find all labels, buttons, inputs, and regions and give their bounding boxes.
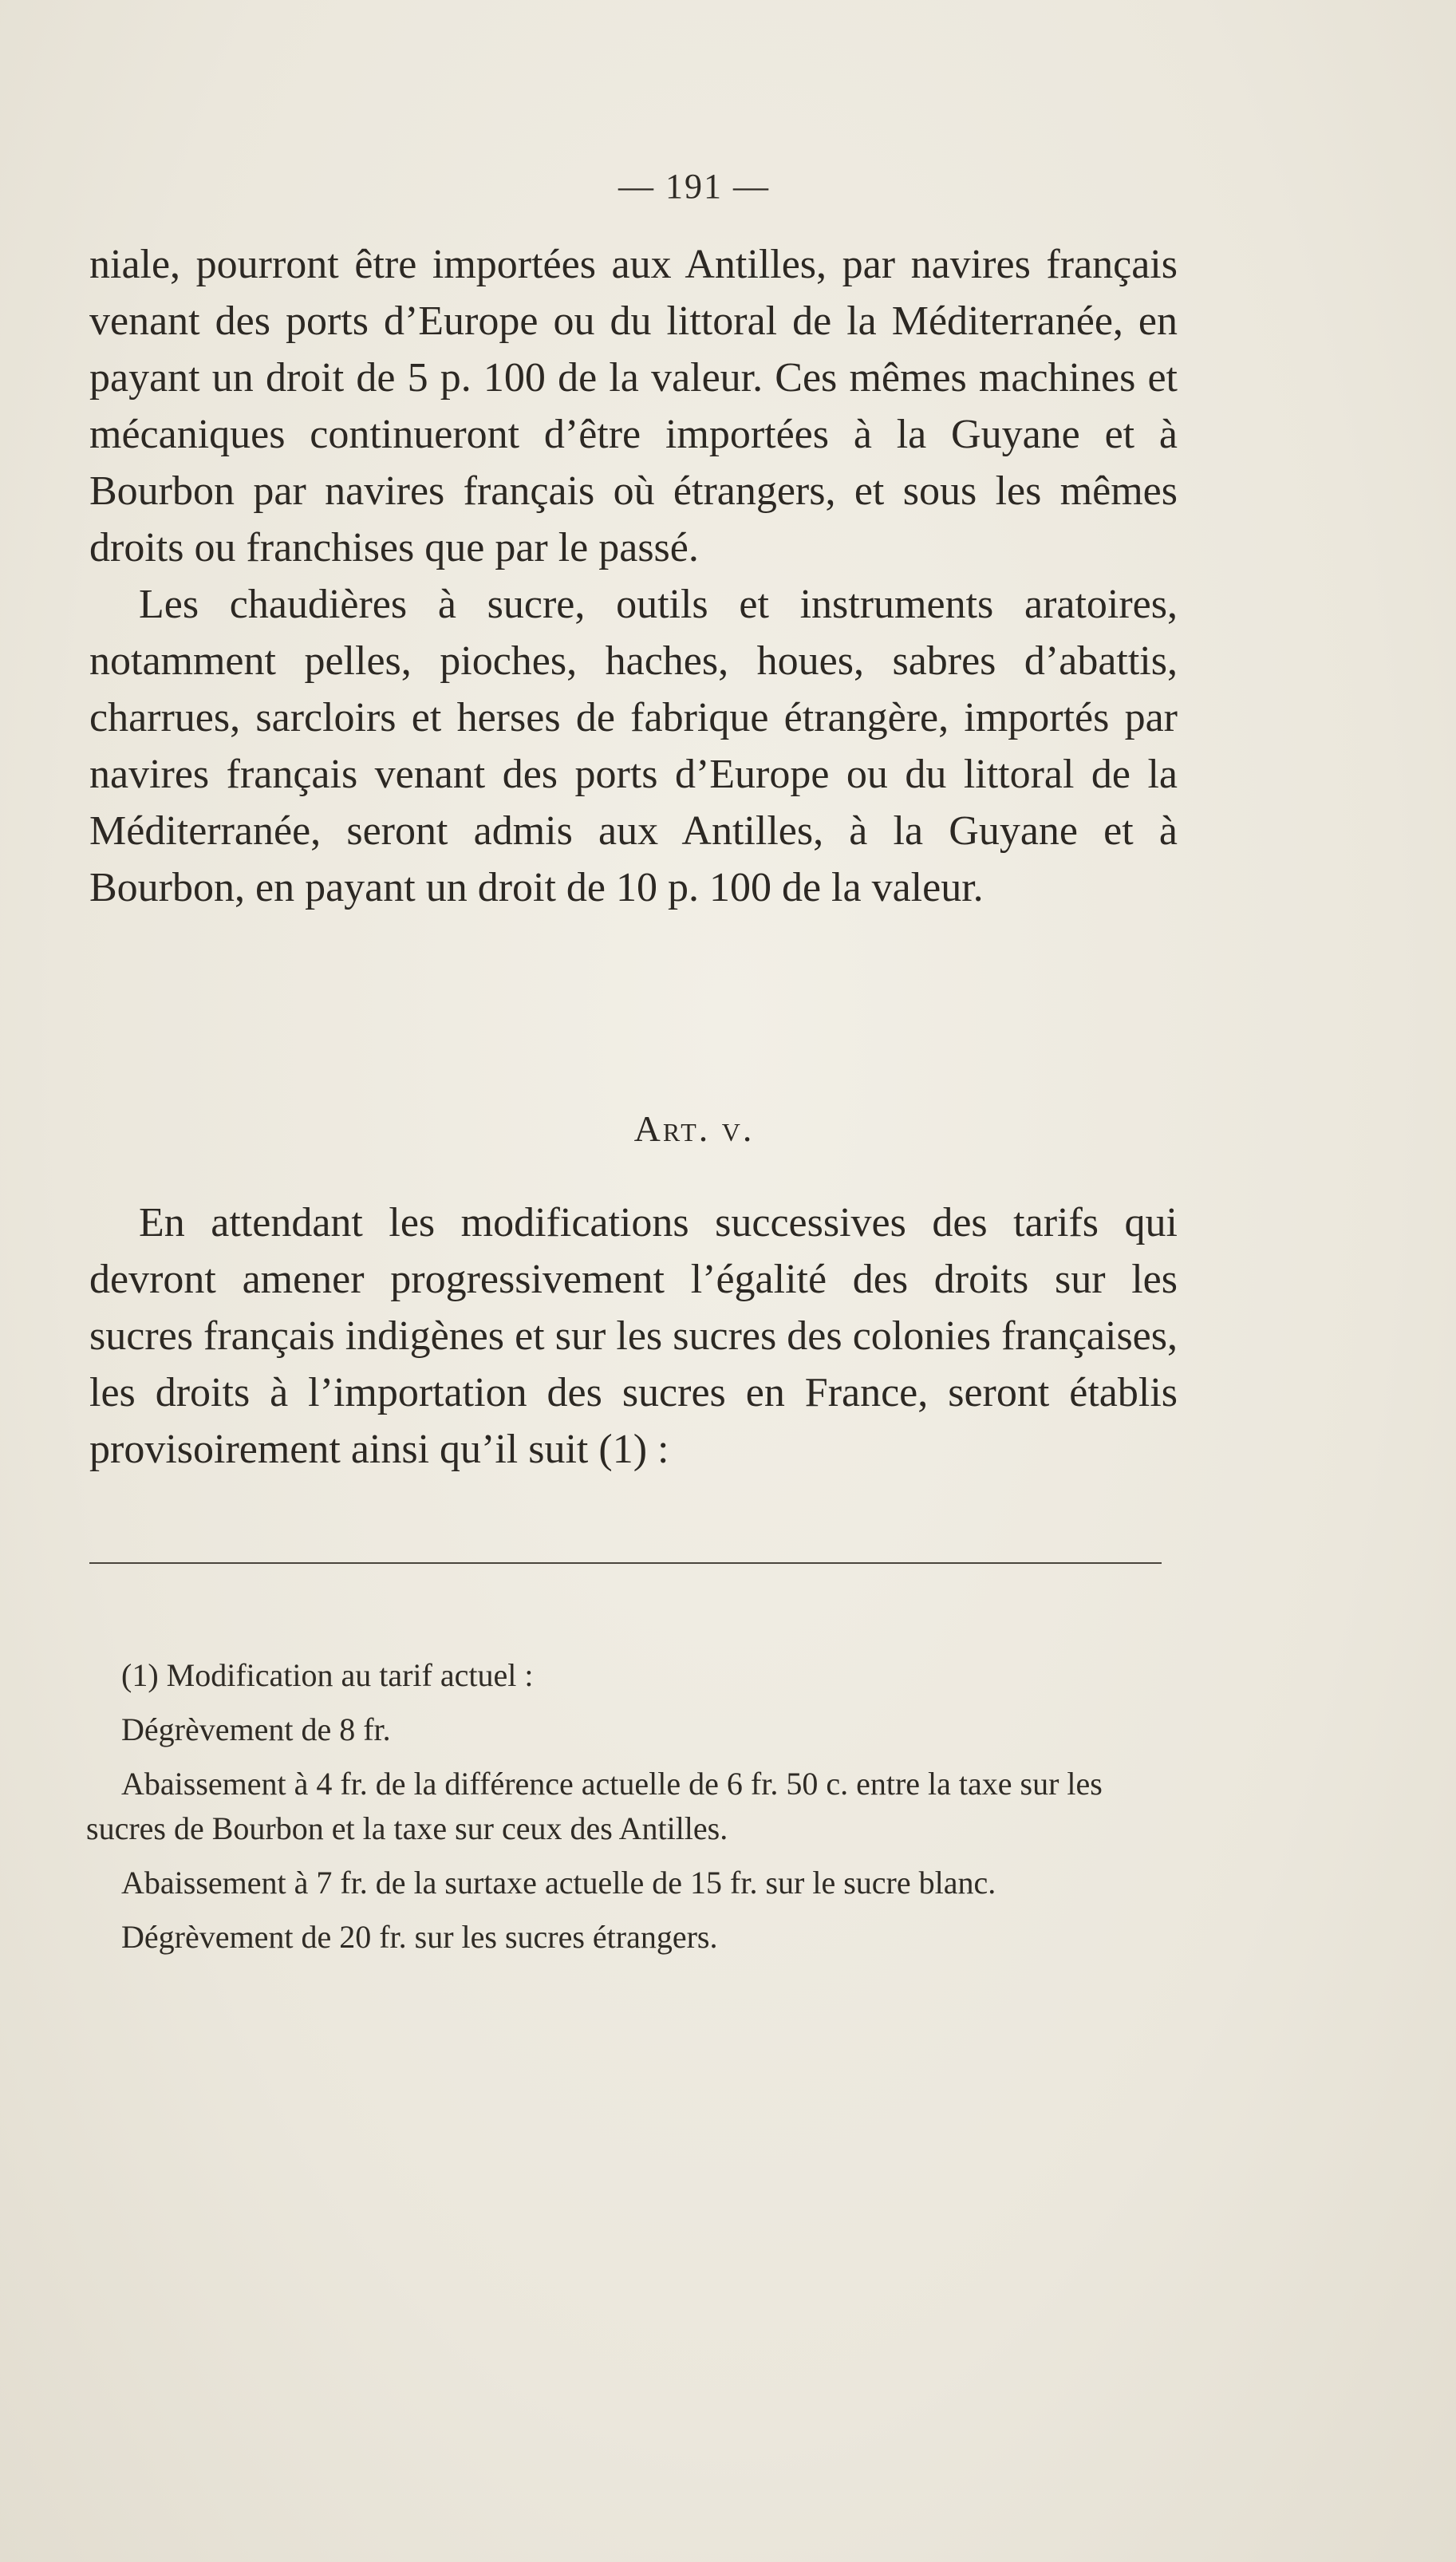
footnote-item: Dégrèvement de 20 fr. sur les sucres étrangers.	[121, 1919, 718, 1955]
article-heading: Art. v.	[633, 1108, 755, 1149]
paragraph-article-v: En attendant les modifications successives des tarifs qui devront amener progressivement l’égalité des droits sur les sucres français indigènes et sur les sucres des colonies françaises, les droits à l’importation des sucres en France, seront établis provisoirement ainsi qu’il suit (1) :	[89, 1200, 1178, 1472]
footnote-item: Dégrèvement de 8 fr.	[121, 1711, 391, 1747]
footnote-divider	[89, 1562, 1162, 1564]
paragraph-continuation: niale, pourront être importées aux Antilles, par navires français venant des ports d’Europe ou du littoral de la Méditerranée, en payant un droit de 5 p. 100 de la valeur. Ces mêmes machines et mécaniques continueront d’être importées à la Guyane et à Bourbon par navires français où étrangers, et sous les mêmes droits ou franchises que par le passé.	[89, 242, 1178, 570]
footnotes	[86, 1653, 1178, 1969]
paragraph-tools: Les chaudières à sucre, outils et instruments aratoires, notamment pelles, pioches, haches, houes, sabres d’abattis, charrues, sarcloirs et herses de fabrique étrangère, importés par navires français venant des ports d’Europe ou du littoral de la Méditerranée, seront admis aux Antilles, à la Guyane et à Bourbon, en payant un droit de 10 p. 100 de la valeur.	[89, 582, 1178, 910]
article-text	[89, 1194, 1178, 1478]
footnote-item: Abaissement à 7 fr. de la surtaxe actuelle de 15 fr. sur le sucre blanc.	[121, 1865, 996, 1901]
footnote-item: (1) Modification au tarif actuel :	[121, 1657, 534, 1693]
page-number: — 191 —	[618, 167, 770, 206]
main-text	[89, 236, 1178, 916]
footnote-item: Abaissement à 4 fr. de la différence actuelle de 6 fr. 50 c. entre la taxe sur les sucres de Bourbon et la taxe sur ceux des Antilles.	[86, 1766, 1103, 1846]
